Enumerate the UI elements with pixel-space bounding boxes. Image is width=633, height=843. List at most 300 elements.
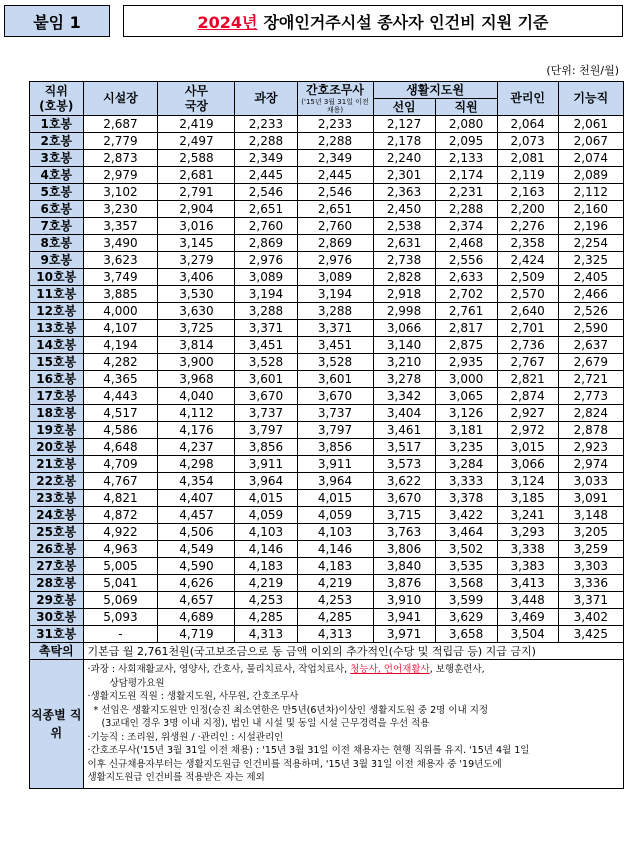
table-row	[30, 541, 624, 558]
value-cell: 2,424	[497, 252, 558, 269]
value-cell: 3,968	[158, 371, 235, 388]
value-cell: 3,383	[497, 558, 558, 575]
step-cell: 1호봉	[30, 116, 84, 133]
value-cell: 3,601	[235, 371, 297, 388]
value-cell: 4,282	[83, 354, 158, 371]
title-text: 장애인거주시설 종사자 인건비 지원 기준	[263, 12, 549, 32]
step-cell: 23호봉	[30, 490, 84, 507]
value-cell: 2,590	[558, 320, 623, 337]
value-cell: 3,241	[497, 507, 558, 524]
step-cell: 22호봉	[30, 473, 84, 490]
value-cell: 2,067	[558, 133, 623, 150]
value-cell: 2,556	[435, 252, 497, 269]
value-cell: 4,648	[83, 439, 158, 456]
value-cell: 3,066	[497, 456, 558, 473]
value-cell: 3,181	[435, 422, 497, 439]
table-row	[30, 456, 624, 473]
value-cell: 2,276	[497, 218, 558, 235]
value-cell: 3,737	[235, 405, 297, 422]
step-cell: 8호봉	[30, 235, 84, 252]
value-cell: 3,402	[558, 609, 623, 626]
value-cell: 2,073	[497, 133, 558, 150]
value-cell: 3,725	[158, 320, 235, 337]
header-nurse-aide	[297, 82, 373, 116]
table-row	[30, 354, 624, 371]
value-cell: 4,590	[158, 558, 235, 575]
value-cell: 2,972	[497, 422, 558, 439]
value-cell: 2,064	[497, 116, 558, 133]
value-cell: 4,146	[235, 541, 297, 558]
note-line: ·생활지도원 직원 : 생활지도원, 사무원, 간호조무사	[87, 691, 299, 702]
value-cell: 4,285	[235, 609, 297, 626]
value-cell: 4,253	[297, 592, 373, 609]
value-cell: 2,358	[497, 235, 558, 252]
step-cell: 21호봉	[30, 456, 84, 473]
value-cell: 2,160	[558, 201, 623, 218]
value-cell: 4,040	[158, 388, 235, 405]
value-cell: 4,549	[158, 541, 235, 558]
value-cell: 3,911	[235, 456, 297, 473]
header-senior: 선임	[373, 99, 435, 116]
value-cell: 2,701	[497, 320, 558, 337]
value-cell: 4,313	[235, 626, 297, 643]
header-director: 시설장	[83, 82, 158, 116]
value-cell: 2,133	[435, 150, 497, 167]
value-cell: 2,127	[373, 116, 435, 133]
value-cell: 3,378	[435, 490, 497, 507]
value-cell: 3,763	[373, 524, 435, 541]
value-cell: 3,573	[373, 456, 435, 473]
value-cell: 2,254	[558, 235, 623, 252]
value-cell: 2,767	[497, 354, 558, 371]
value-cell: 2,918	[373, 286, 435, 303]
step-cell: 13호봉	[30, 320, 84, 337]
value-cell: 3,623	[83, 252, 158, 269]
table-row	[30, 507, 624, 524]
step-cell: 28호봉	[30, 575, 84, 592]
value-cell: 2,976	[297, 252, 373, 269]
value-cell: 4,457	[158, 507, 235, 524]
note-line: 상담평가요원	[109, 677, 165, 689]
value-cell: 2,450	[373, 201, 435, 218]
value-cell: 3,490	[83, 235, 158, 252]
value-cell: 3,210	[373, 354, 435, 371]
value-cell: 4,657	[158, 592, 235, 609]
header-manager: 과장	[235, 82, 297, 116]
note-line: ·기능직 : 조리원, 위생원 / ·관리인 : 시설관리인	[87, 731, 284, 743]
value-cell: 4,183	[235, 558, 297, 575]
value-cell: 3,630	[158, 303, 235, 320]
value-cell: 4,253	[235, 592, 297, 609]
table-row	[30, 252, 624, 269]
value-cell: 2,240	[373, 150, 435, 167]
value-cell: 3,124	[497, 473, 558, 490]
table-row	[30, 558, 624, 575]
value-cell: 2,231	[435, 184, 497, 201]
step-cell: 15호봉	[30, 354, 84, 371]
value-cell: 3,406	[158, 269, 235, 286]
table-row	[30, 269, 624, 286]
value-cell: 2,821	[497, 371, 558, 388]
value-cell: 3,371	[558, 592, 623, 609]
value-cell: 3,413	[497, 575, 558, 592]
table-row	[30, 371, 624, 388]
value-cell: 3,504	[497, 626, 558, 643]
value-cell: 2,200	[497, 201, 558, 218]
value-cell: 2,779	[83, 133, 158, 150]
value-cell: 2,935	[435, 354, 497, 371]
value-cell: 4,719	[158, 626, 235, 643]
value-cell: 3,404	[373, 405, 435, 422]
table-row	[30, 575, 624, 592]
value-cell: 3,342	[373, 388, 435, 405]
value-cell: 4,709	[83, 456, 158, 473]
special-text: 기본급 월 2,761천원(국고보조금으로 동 금액 이외의 추가적인(수당 및 적립금 등) 지급 금지)	[83, 643, 624, 660]
value-cell: 3,528	[235, 354, 297, 371]
value-cell: -	[83, 626, 158, 643]
value-cell: 5,041	[83, 575, 158, 592]
value-cell: 2,904	[158, 201, 235, 218]
value-cell: 2,546	[235, 184, 297, 201]
value-cell: 3,856	[235, 439, 297, 456]
value-cell: 3,194	[235, 286, 297, 303]
value-cell: 2,468	[435, 235, 497, 252]
notes-text	[83, 660, 624, 789]
value-cell: 3,338	[497, 541, 558, 558]
table-row	[30, 116, 624, 133]
value-cell: 4,689	[158, 609, 235, 626]
value-cell: 3,016	[158, 218, 235, 235]
value-cell: 2,288	[235, 133, 297, 150]
value-cell: 2,721	[558, 371, 623, 388]
value-cell: 5,069	[83, 592, 158, 609]
value-cell: 2,923	[558, 439, 623, 456]
value-cell: 3,284	[435, 456, 497, 473]
step-cell: 10호봉	[30, 269, 84, 286]
value-cell: 2,679	[558, 354, 623, 371]
value-cell: 2,288	[435, 201, 497, 218]
note-line: 이후 신규채용자부터는 생활지도원급 인건비를 적용하며, '15년 3월 31일 이전 채용자 중 '19년도에	[87, 758, 502, 770]
value-cell: 4,285	[297, 609, 373, 626]
value-cell: 2,349	[297, 150, 373, 167]
value-cell: 3,336	[558, 575, 623, 592]
value-cell: 2,791	[158, 184, 235, 201]
value-cell: 2,509	[497, 269, 558, 286]
value-cell: 3,601	[297, 371, 373, 388]
table-row	[30, 201, 624, 218]
value-cell: 2,760	[235, 218, 297, 235]
header-caretaker: 관리인	[497, 82, 558, 116]
value-cell: 3,205	[558, 524, 623, 541]
value-cell: 3,279	[158, 252, 235, 269]
value-cell: 2,637	[558, 337, 623, 354]
value-cell: 2,702	[435, 286, 497, 303]
step-cell: 16호봉	[30, 371, 84, 388]
value-cell: 2,233	[297, 116, 373, 133]
value-cell: 3,670	[235, 388, 297, 405]
note-line: 생활지도원급 인건비를 적용받은 자는 제외	[87, 772, 265, 783]
value-cell: 2,631	[373, 235, 435, 252]
value-cell: 3,658	[435, 626, 497, 643]
table-row	[30, 150, 624, 167]
value-cell: 3,422	[435, 507, 497, 524]
value-cell: 2,089	[558, 167, 623, 184]
value-cell: 3,670	[373, 490, 435, 507]
table-row	[30, 235, 624, 252]
special-label: 촉탁의	[30, 643, 84, 660]
value-cell: 3,622	[373, 473, 435, 490]
value-cell: 2,976	[235, 252, 297, 269]
value-cell: 4,176	[158, 422, 235, 439]
value-cell: 4,517	[83, 405, 158, 422]
value-cell: 2,178	[373, 133, 435, 150]
table-row	[30, 286, 624, 303]
value-cell: 4,586	[83, 422, 158, 439]
header-step: 직위 (호봉)	[30, 82, 84, 116]
value-cell: 3,876	[373, 575, 435, 592]
value-cell: 3,425	[558, 626, 623, 643]
value-cell: 2,998	[373, 303, 435, 320]
step-cell: 5호봉	[30, 184, 84, 201]
value-cell: 3,371	[297, 320, 373, 337]
header-nurse-aide-note: ('15년 3월 31일 이전 채용)	[301, 98, 369, 114]
value-cell: 3,065	[435, 388, 497, 405]
value-cell: 3,797	[235, 422, 297, 439]
value-cell: 3,964	[297, 473, 373, 490]
value-cell: 4,059	[235, 507, 297, 524]
value-cell: 2,760	[297, 218, 373, 235]
value-cell: 4,922	[83, 524, 158, 541]
value-cell: 4,219	[235, 575, 297, 592]
value-cell: 3,502	[435, 541, 497, 558]
value-cell: 2,497	[158, 133, 235, 150]
header-staff: 직원	[435, 99, 497, 116]
value-cell: 3,629	[435, 609, 497, 626]
value-cell: 2,878	[558, 422, 623, 439]
value-cell: 2,874	[497, 388, 558, 405]
table-row	[30, 184, 624, 201]
value-cell: 3,102	[83, 184, 158, 201]
step-cell: 31호봉	[30, 626, 84, 643]
value-cell: 2,288	[297, 133, 373, 150]
salary-table	[29, 81, 624, 789]
value-cell: 2,979	[83, 167, 158, 184]
step-cell: 20호봉	[30, 439, 84, 456]
value-cell: 3,235	[435, 439, 497, 456]
note-line: * 선임은 생활지도원만 인정(승진 최소연한은 만5년(6년차)이상인 생활지도원 중 2명 이내 지정	[93, 704, 489, 716]
value-cell: 4,103	[235, 524, 297, 541]
value-cell: 3,528	[297, 354, 373, 371]
value-cell: 4,103	[297, 524, 373, 541]
value-cell: 2,196	[558, 218, 623, 235]
value-cell: 3,357	[83, 218, 158, 235]
value-cell: 3,126	[435, 405, 497, 422]
table-row	[30, 303, 624, 320]
value-cell: 5,093	[83, 609, 158, 626]
value-cell: 2,466	[558, 286, 623, 303]
value-cell: 4,506	[158, 524, 235, 541]
value-cell: 4,183	[297, 558, 373, 575]
value-cell: 2,349	[235, 150, 297, 167]
value-cell: 4,146	[297, 541, 373, 558]
step-cell: 3호봉	[30, 150, 84, 167]
table-row	[30, 388, 624, 405]
value-cell: 2,570	[497, 286, 558, 303]
value-cell: 3,000	[435, 371, 497, 388]
step-cell: 26호봉	[30, 541, 84, 558]
step-cell: 18호봉	[30, 405, 84, 422]
value-cell: 2,374	[435, 218, 497, 235]
header-secretary-general: 사무 국장	[158, 82, 235, 116]
value-cell: 3,964	[235, 473, 297, 490]
table-row	[30, 133, 624, 150]
value-cell: 2,738	[373, 252, 435, 269]
header-nurse-aide-label: 간호조무사	[306, 83, 364, 97]
unit-note: (단위: 천원/월)	[546, 64, 619, 77]
value-cell: 2,736	[497, 337, 558, 354]
page-title	[123, 5, 623, 37]
step-cell: 6호봉	[30, 201, 84, 218]
value-cell: 2,640	[497, 303, 558, 320]
value-cell: 2,824	[558, 405, 623, 422]
value-cell: 2,651	[235, 201, 297, 218]
table-row	[30, 609, 624, 626]
step-cell: 11호봉	[30, 286, 84, 303]
table-row	[30, 626, 624, 643]
step-cell: 29호봉	[30, 592, 84, 609]
value-cell: 2,445	[235, 167, 297, 184]
table-row	[30, 439, 624, 456]
step-cell: 19호봉	[30, 422, 84, 439]
value-cell: 2,445	[297, 167, 373, 184]
step-cell: 27호봉	[30, 558, 84, 575]
value-cell: 4,015	[297, 490, 373, 507]
value-cell: 3,451	[235, 337, 297, 354]
value-cell: 3,278	[373, 371, 435, 388]
value-cell: 2,081	[497, 150, 558, 167]
value-cell: 2,119	[497, 167, 558, 184]
note-line: ·간호조무사('15년 3월 31일 이전 채용) : '15년 3월 31일 이전 채용자는 현행 직위를 유지. '15년 4월 1일	[87, 745, 530, 756]
value-cell: 2,233	[235, 116, 297, 133]
step-cell: 4호봉	[30, 167, 84, 184]
value-cell: 3,749	[83, 269, 158, 286]
value-cell: 3,885	[83, 286, 158, 303]
value-cell: 4,443	[83, 388, 158, 405]
value-cell: 3,469	[497, 609, 558, 626]
value-cell: 2,869	[297, 235, 373, 252]
value-cell: 4,767	[83, 473, 158, 490]
value-cell: 2,163	[497, 184, 558, 201]
table-row	[30, 524, 624, 541]
value-cell: 2,074	[558, 150, 623, 167]
table-row	[30, 337, 624, 354]
value-cell: 2,538	[373, 218, 435, 235]
step-cell: 2호봉	[30, 133, 84, 150]
value-cell: 2,773	[558, 388, 623, 405]
value-cell: 2,687	[83, 116, 158, 133]
value-cell: 2,061	[558, 116, 623, 133]
value-cell: 3,911	[297, 456, 373, 473]
step-cell: 30호봉	[30, 609, 84, 626]
table-row	[30, 405, 624, 422]
value-cell: 3,033	[558, 473, 623, 490]
value-cell: 3,941	[373, 609, 435, 626]
value-cell: 3,259	[558, 541, 623, 558]
value-cell: 3,185	[497, 490, 558, 507]
step-cell: 14호봉	[30, 337, 84, 354]
value-cell: 3,737	[297, 405, 373, 422]
notes-label: 직종별 직위	[30, 660, 84, 789]
value-cell: 3,194	[297, 286, 373, 303]
value-cell: 4,219	[297, 575, 373, 592]
value-cell: 4,354	[158, 473, 235, 490]
value-cell: 3,900	[158, 354, 235, 371]
step-cell: 25호봉	[30, 524, 84, 541]
value-cell: 3,670	[297, 388, 373, 405]
table-row	[30, 490, 624, 507]
value-cell: 3,140	[373, 337, 435, 354]
value-cell: 2,174	[435, 167, 497, 184]
value-cell: 3,971	[373, 626, 435, 643]
value-cell: 3,293	[497, 524, 558, 541]
value-cell: 4,872	[83, 507, 158, 524]
value-cell: 4,015	[235, 490, 297, 507]
value-cell: 3,451	[297, 337, 373, 354]
value-cell: 4,365	[83, 371, 158, 388]
value-cell: 4,626	[158, 575, 235, 592]
step-cell: 9호봉	[30, 252, 84, 269]
value-cell: 3,089	[297, 269, 373, 286]
title-year: 2024년	[197, 12, 258, 32]
value-cell: 4,194	[83, 337, 158, 354]
value-cell: 3,814	[158, 337, 235, 354]
value-cell: 2,869	[235, 235, 297, 252]
value-cell: 3,856	[297, 439, 373, 456]
value-cell: 3,371	[235, 320, 297, 337]
value-cell: 3,303	[558, 558, 623, 575]
value-cell: 4,821	[83, 490, 158, 507]
value-cell: 3,066	[373, 320, 435, 337]
value-cell: 2,681	[158, 167, 235, 184]
value-cell: 2,828	[373, 269, 435, 286]
value-cell: 3,530	[158, 286, 235, 303]
value-cell: 3,464	[435, 524, 497, 541]
step-cell: 17호봉	[30, 388, 84, 405]
value-cell: 2,546	[297, 184, 373, 201]
step-cell: 7호봉	[30, 218, 84, 235]
value-cell: 4,107	[83, 320, 158, 337]
value-cell: 2,633	[435, 269, 497, 286]
value-cell: 3,806	[373, 541, 435, 558]
note-line: ·과장 : 사회재활교사, 영양사, 간호사, 물리치료사, 작업치료사, 청능사, 언어재활사, 보행훈련사,	[87, 664, 485, 675]
value-cell: 3,517	[373, 439, 435, 456]
value-cell: 2,875	[435, 337, 497, 354]
table-row	[30, 422, 624, 439]
value-cell: 3,797	[297, 422, 373, 439]
value-cell: 3,091	[558, 490, 623, 507]
value-cell: 4,407	[158, 490, 235, 507]
value-cell: 2,761	[435, 303, 497, 320]
value-cell: 3,145	[158, 235, 235, 252]
value-cell: 3,015	[497, 439, 558, 456]
value-cell: 5,005	[83, 558, 158, 575]
value-cell: 3,840	[373, 558, 435, 575]
value-cell: 2,363	[373, 184, 435, 201]
step-cell: 12호봉	[30, 303, 84, 320]
value-cell: 4,112	[158, 405, 235, 422]
value-cell: 3,715	[373, 507, 435, 524]
badge-label: 붙임 1	[33, 12, 81, 32]
